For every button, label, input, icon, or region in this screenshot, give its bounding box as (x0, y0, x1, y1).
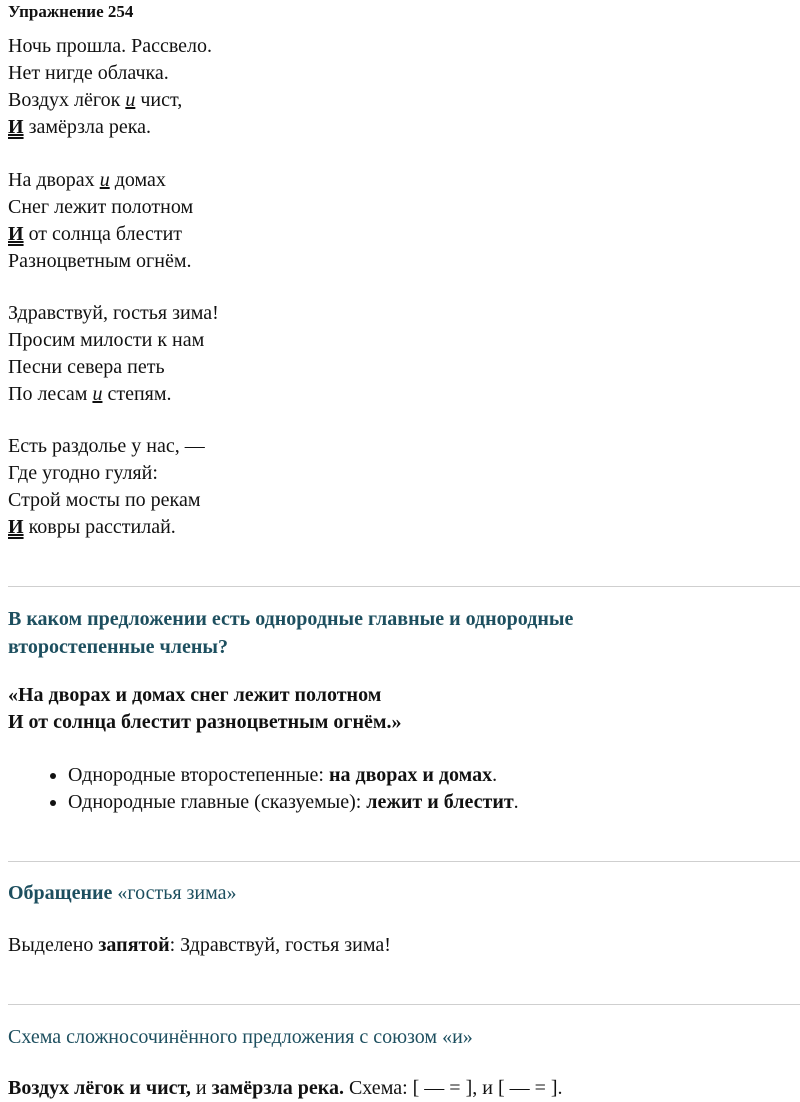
text: . (513, 791, 519, 813)
text: ковры расстилай. (23, 516, 176, 538)
poem-line (8, 114, 800, 141)
text-bold: запятой (98, 934, 170, 956)
text: Выделено (8, 934, 99, 956)
text: домах (109, 169, 166, 191)
poem-line: Песни севера петь (8, 356, 165, 378)
text-bold: лежит и блестит (366, 791, 514, 813)
paragraph (8, 932, 800, 959)
paragraph (8, 1075, 800, 1102)
poem-stanza-1 (8, 33, 800, 141)
poem-line: Есть раздолье у нас, — (8, 435, 205, 457)
poem-line: Ночь прошла. Рассвело. (8, 35, 213, 57)
poem-line: Разноцветным огнём. (8, 250, 192, 272)
list-item (68, 762, 800, 789)
divider (8, 586, 800, 587)
text: По лесам (8, 383, 93, 405)
text-bold: на дворах и домах (328, 764, 493, 786)
poem-line: Снег лежит полотном (8, 196, 194, 218)
conjunction-double-underlined: И (8, 223, 24, 245)
text: : Здравствуй, гостья зима! (169, 934, 391, 956)
conjunction-underlined: и (92, 383, 103, 405)
quote-line: «На дворах и домах снег лежит полотном (8, 684, 382, 706)
quote-line: И от солнца блестит разноцветным огнём.» (8, 711, 402, 733)
conjunction-double-underlined: И (8, 116, 24, 138)
text: На дворах (8, 169, 100, 191)
text: Однородные главные (сказуемые): (68, 791, 367, 813)
text: от солнца блестит (23, 223, 183, 245)
poem-line (8, 221, 800, 248)
text-bold: замёрзла река. (211, 1077, 344, 1099)
quote (8, 682, 800, 736)
heading-text: «гостья зима» (112, 882, 237, 904)
exercise-title: Упражнение 254 (8, 2, 134, 21)
divider (8, 861, 800, 862)
poem-line (8, 167, 800, 194)
poem-line (8, 87, 800, 114)
poem-line: Строй мосты по рекам (8, 489, 201, 511)
text: . (492, 764, 498, 786)
section-heading: Схема сложносочинённого предложения с союзом «и» (8, 1026, 473, 1048)
poem-line: Где угодно гуляй: (8, 462, 158, 484)
answer-list (8, 762, 800, 816)
text: замёрзла река. (23, 116, 152, 138)
poem-stanza-3 (8, 300, 800, 408)
text-bold: Воздух лёгок и чист, (8, 1077, 191, 1099)
conjunction-underlined: и (99, 169, 110, 191)
poem-stanza-2 (8, 167, 800, 275)
conjunction-underlined: и (125, 89, 136, 111)
section-heading (8, 880, 800, 907)
heading-bold: Обращение (8, 882, 113, 904)
text: Схема: [ — = ], и [ — = ]. (343, 1077, 563, 1099)
poem-line: Нет нигде облачка. (8, 62, 169, 84)
text: степям. (102, 383, 172, 405)
text: Однородные второстепенные: (68, 764, 329, 786)
text: Воздух лёгок (8, 89, 126, 111)
conjunction-double-underlined: И (8, 516, 24, 538)
poem-stanza-4 (8, 433, 800, 541)
divider (8, 1004, 800, 1005)
list-item (68, 789, 800, 816)
poem-line: Просим милости к нам (8, 329, 205, 351)
text: и (190, 1077, 212, 1099)
poem-line (8, 381, 800, 408)
poem-line: Здравствуй, гостья зима! (8, 302, 219, 324)
question-heading: В каком предложении есть однородные главные и однородные второстепенные члены? (8, 608, 574, 658)
poem-line (8, 514, 800, 541)
text: чист, (135, 89, 183, 111)
